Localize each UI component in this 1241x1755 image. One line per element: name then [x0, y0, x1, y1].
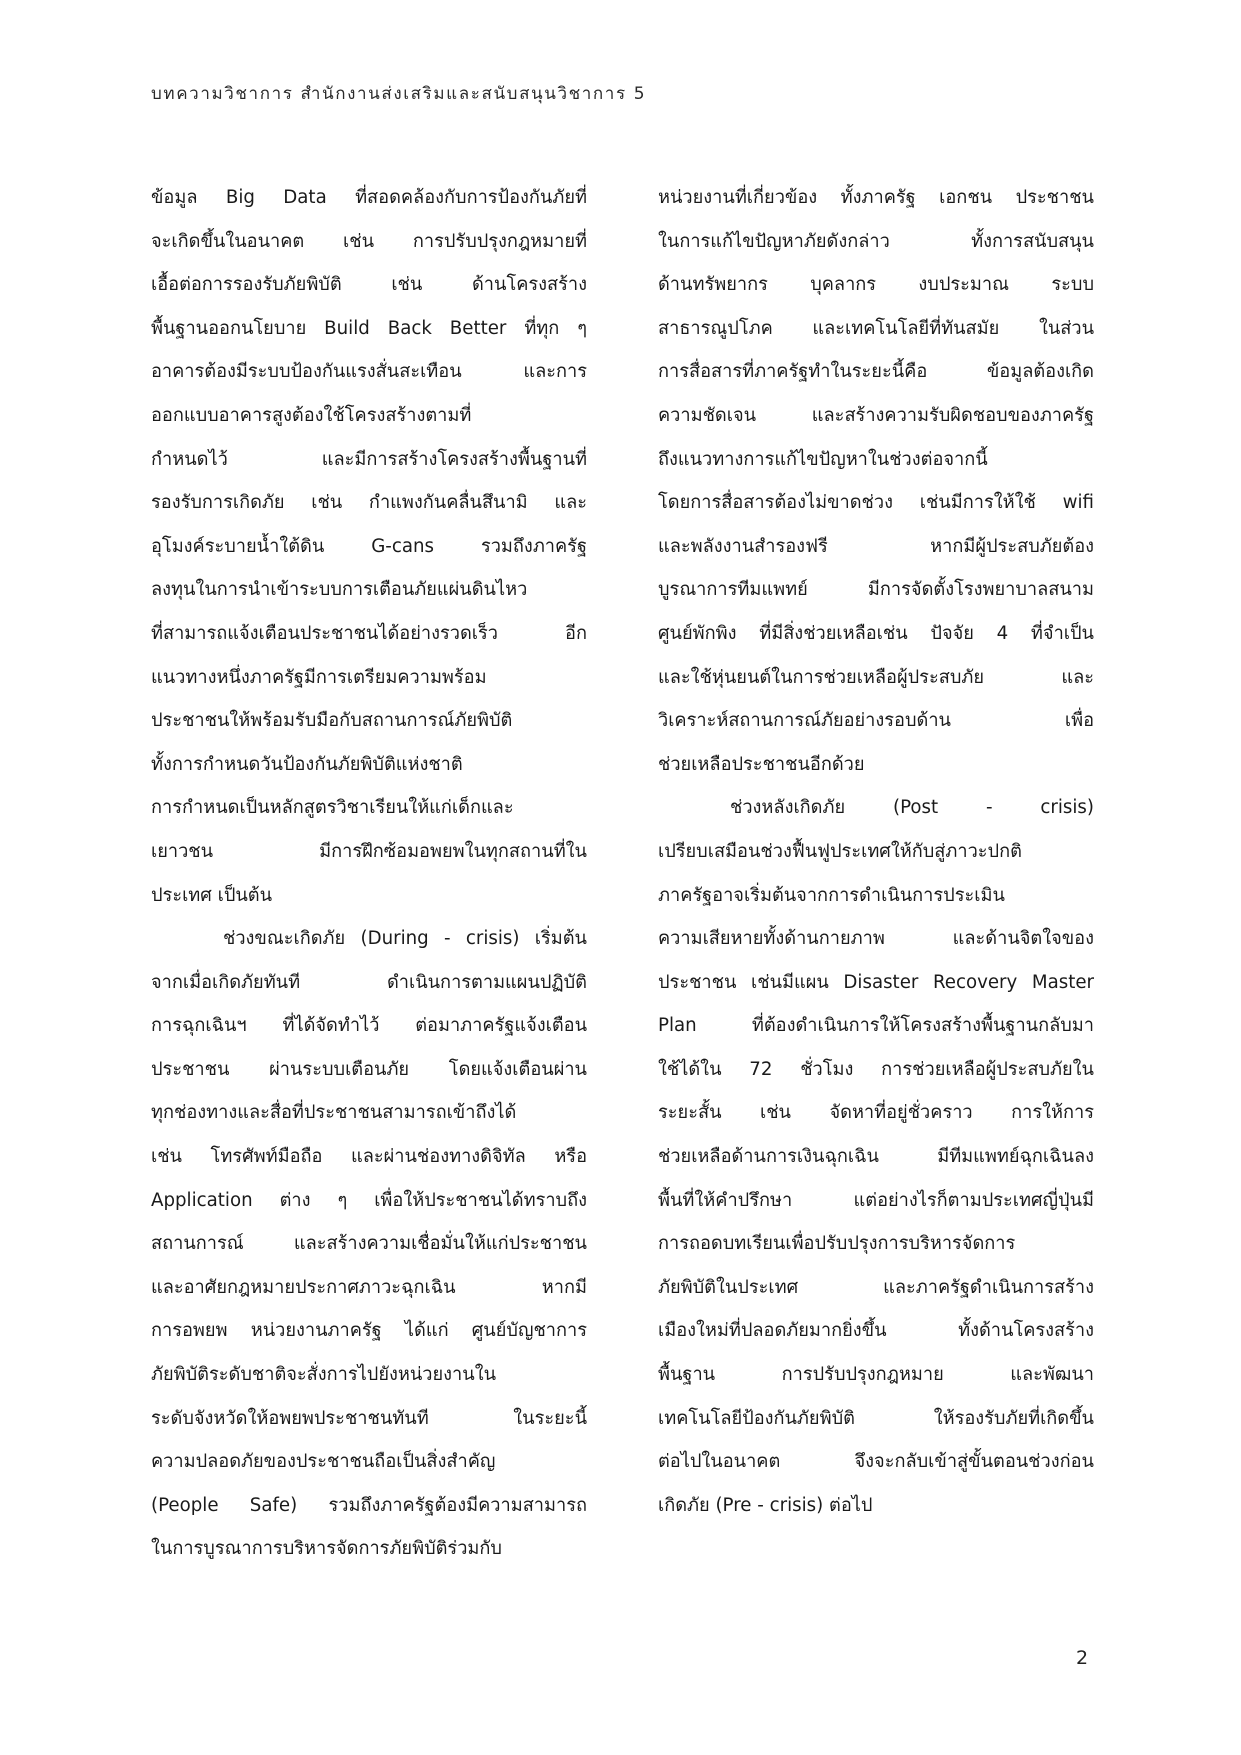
text-line: เทคโนโลยีป้องกันภัยพิบัติ ให้รองรับภัยที่เกิดขึ้น: [658, 1407, 1094, 1429]
text-line: ระดับจังหวัดให้อพยพประชาชนทันที ในระยะนี้: [151, 1407, 587, 1429]
text-line: พื้นฐานออกนโยบาย Build Back Better ที่ทุก ๆ: [151, 317, 587, 339]
paragraph-end-line: เกิดภัย (Pre - crisis) ต่อไป: [658, 1494, 873, 1516]
text-line: พื้นที่ให้คำปรึกษา แต่อย่างไรก็ตามประเทศญี่ปุ่นมี: [658, 1189, 1094, 1211]
text-line: ทั้งการกำหนดวันป้องกันภัยพิบัติแห่งชาติ: [151, 753, 463, 775]
text-line: ภัยพิบัติในประเทศ และภาครัฐดำเนินการสร้าง: [658, 1276, 1094, 1298]
text-line: แนวทางหนึ่งภาครัฐมีการเตรียมความพร้อม: [151, 666, 487, 688]
text-line: พื้นฐาน การปรับปรุงกฎหมาย และพัฒนา: [658, 1364, 1094, 1386]
text-line: เยาวชน มีการฝึกซ้อมอพยพในทุกสถานที่ใน: [151, 840, 587, 862]
text-line: ด้านทรัพยากร บุคลากร งบประมาณ ระบบ: [658, 274, 1094, 296]
text-line: ทุกช่องทางและสื่อที่ประชาชนสามารถเข้าถึงได้: [151, 1102, 517, 1124]
text-line: และพลังงานสำรองฟรี หากมีผู้ประสบภัยต้อง: [658, 535, 1094, 557]
paragraph-start-post-crisis: ช่วงหลังเกิดภัย (Post - crisis): [730, 797, 1094, 819]
text-line: การกำหนดเป็นหลักสูตรวิชาเรียนให้แก่เด็กและ: [151, 797, 514, 819]
text-line: Plan ที่ต้องดำเนินการให้โครงสร้างพื้นฐานกลับมา: [658, 1015, 1094, 1037]
text-line: ประชาชนให้พร้อมรับมือกับสถานการณ์ภัยพิบัติ: [151, 710, 513, 732]
text-line: เอื้อต่อการรองรับภัยพิบัติ เช่น ด้านโครงสร้าง: [151, 274, 587, 296]
text-line: ภาครัฐอาจเริ่มต้นจากการดำเนินการประเมิน: [658, 884, 1005, 906]
text-line: จากเมื่อเกิดภัยทันที ดำเนินการตามแผนปฏิบัติ: [151, 971, 587, 993]
paragraph-start-during-crisis: ช่วงขณะเกิดภัย (During - crisis) เริ่มต้น: [223, 928, 587, 950]
paragraph-end-line: ประเทศ เป็นต้น: [151, 884, 273, 906]
text-line: ความปลอดภัยของประชาชนถือเป็นสิ่งสำคัญ: [151, 1451, 496, 1473]
text-line: โดยการสื่อสารต้องไม่ขาดช่วง เช่นมีการให้ใช้ wifi: [658, 492, 1094, 514]
text-line: ถึงแนวทางการแก้ไขปัญหาในช่วงต่อจากนี้: [658, 448, 988, 470]
text-line: Application ต่าง ๆ เพื่อให้ประชาชนได้ทราบถึง: [151, 1189, 587, 1211]
text-line: ช่วยเหลือด้านการเงินฉุกเฉิน มีทีมแพทย์ฉุกเฉินลง: [658, 1146, 1094, 1168]
text-line: ประชาชน เช่นมีแผน Disaster Recovery Master: [658, 971, 1094, 993]
text-line: ใช้ได้ใน 72 ชั่วโมง การช่วยเหลือผู้ประสบภัยใน: [658, 1058, 1094, 1080]
text-line: บูรณาการทีมแพทย์ มีการจัดตั้งโรงพยาบาลสนาม: [658, 579, 1094, 601]
text-line: ความชัดเจน และสร้างความรับผิดชอบของภาครัฐ: [658, 404, 1094, 426]
text-line: ภัยพิบัติระดับชาติจะสั่งการไปยังหน่วยงานใน: [151, 1364, 497, 1386]
text-line: ในการบูรณาการบริหารจัดการภัยพิบัติร่วมกับ: [151, 1538, 502, 1560]
text-line: ความเสียหายทั้งด้านกายภาพ และด้านจิตใจของ: [658, 928, 1094, 950]
text-line: การถอดบทเรียนเพื่อปรับปรุงการบริหารจัดการ: [658, 1233, 1016, 1255]
text-line: ประชาชน ผ่านระบบเตือนภัย โดยแจ้งเตือนผ่าน: [151, 1058, 587, 1080]
left-column: [151, 176, 587, 1571]
text-line: ข้อมูล Big Data ที่สอดคล้องกับการป้องกันภัยที่: [151, 187, 587, 208]
text-line: การอพยพ หน่วยงานภาครัฐ ได้แก่ ศูนย์บัญชาการ: [151, 1320, 587, 1342]
text-line: เปรียบเสมือนช่วงฟื้นฟูประเทศให้กับสู่ภาวะปกติ: [658, 840, 1022, 862]
text-line: ลงทุนในการนำเข้าระบบการเตือนภัยแผ่นดินไหว: [151, 579, 528, 601]
text-line: และอาศัยกฎหมายประกาศภาวะฉุกเฉิน หากมี: [151, 1276, 587, 1298]
text-line: กำหนดไว้ และมีการสร้างโครงสร้างพื้นฐานที่: [151, 448, 587, 470]
text-line: ต่อไปในอนาคต จึงจะกลับเข้าสู่ขั้นตอนช่วงก่อน: [658, 1451, 1094, 1473]
text-line: หน่วยงานที่เกี่ยวข้อง ทั้งภาครัฐ เอกชน ประชาชน: [658, 187, 1094, 208]
text-line: อาคารต้องมีระบบป้องกันแรงสั่นสะเทือน และการ: [151, 361, 587, 383]
text-line: สาธารณูปโภค และเทคโนโลยีที่ทันสมัย ในส่วน: [658, 317, 1094, 339]
text-line: รองรับการเกิดภัย เช่น กำแพงกันคลื่นสึนามิ และ: [151, 492, 587, 514]
page-number: 2: [1076, 1647, 1089, 1669]
text-line: และใช้หุ่นยนต์ในการช่วยเหลือผู้ประสบภัย และ: [658, 666, 1094, 688]
text-line: (People Safe) รวมถึงภาครัฐต้องมีความสามารถ: [151, 1494, 587, 1516]
text-line: ออกแบบอาคารสูงต้องใช้โครงสร้างตามที่: [151, 404, 472, 426]
text-line: เมืองใหม่ที่ปลอดภัยมากยิ่งขึ้น ทั้งด้านโครงสร้าง: [658, 1320, 1094, 1342]
text-line: อุโมงค์ระบายน้ำใต้ดิน G-cans รวมถึงภาครัฐ: [151, 535, 587, 557]
text-line: ระยะสั้น เช่น จัดหาที่อยู่ชั่วคราว การให้การ: [658, 1102, 1094, 1124]
text-line: การสื่อสารที่ภาครัฐทำในระยะนี้คือ ข้อมูลต้องเกิด: [658, 361, 1094, 383]
running-header: บทความวิชาการ สำนักงานส่งเสริมและสนับสนุนวิชาการ 5: [151, 84, 647, 104]
text-line: วิเคราะห์สถานการณ์ภัยอย่างรอบด้าน เพื่อ: [658, 710, 1094, 732]
text-line: เช่น โทรศัพท์มือถือ และผ่านช่องทางดิจิทัล หรือ: [151, 1146, 587, 1168]
right-column: [658, 176, 1094, 1527]
text-line: การฉุกเฉินฯ ที่ได้จัดทำไว้ ต่อมาภาครัฐแจ้งเตือน: [151, 1015, 587, 1037]
text-line: ศูนย์พักพิง ที่มีสิ่งช่วยเหลือเช่น ปัจจัย 4 ที่จำเป็น: [658, 622, 1094, 644]
text-line: ที่สามารถแจ้งเตือนประชาชนได้อย่างรวดเร็ว อีก: [151, 622, 587, 644]
text-line: จะเกิดขึ้นในอนาคต เช่น การปรับปรุงกฎหมายที่: [151, 230, 587, 252]
text-line: สถานการณ์ และสร้างความเชื่อมั่นให้แก่ประชาชน: [151, 1233, 587, 1255]
paragraph-end-line: ช่วยเหลือประชาชนอีกด้วย: [658, 753, 865, 775]
text-line: ในการแก้ไขปัญหาภัยดังกล่าว ทั้งการสนับสนุน: [658, 230, 1094, 252]
